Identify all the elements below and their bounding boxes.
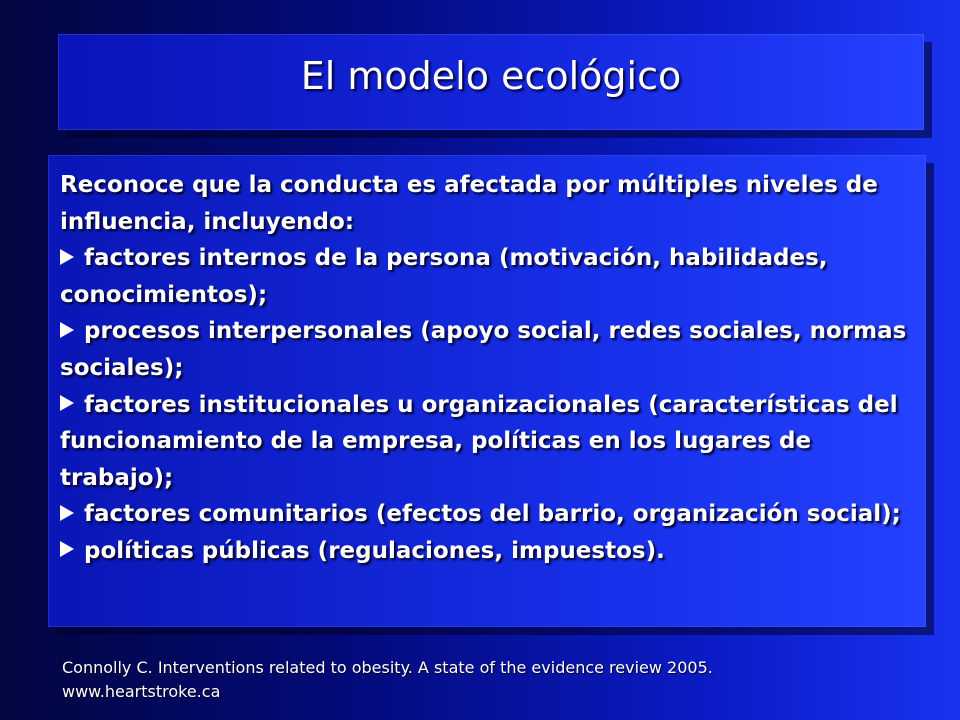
slide-title: El modelo ecológico: [300, 54, 682, 98]
title-panel: [58, 34, 924, 130]
bullet-item: [60, 313, 920, 386]
bullet-text: factores internos de la persona (motivación, habilidades, conocimientos);: [60, 245, 828, 308]
arrowhead-right-icon: [60, 505, 74, 521]
arrowhead-right-icon: [60, 541, 74, 557]
arrowhead-right-icon: [60, 322, 74, 338]
citation: [62, 656, 942, 704]
arrowhead-right-icon: [60, 395, 74, 411]
bullet-item: [60, 387, 920, 497]
bullet-item: [60, 496, 920, 533]
content-panel: [48, 155, 926, 627]
bullet-text: procesos interpersonales (apoyo social, redes sociales, normas sociales);: [60, 318, 907, 381]
bullet-text: políticas públicas (regulaciones, impuestos).: [84, 537, 665, 564]
intro-text: Reconoce que la conducta es afectada por múltiples niveles de influencia, incluyendo:: [60, 172, 878, 235]
bullet-item: [60, 533, 920, 570]
citation-reference: Connolly C. Interventions related to obesity. A state of the evidence review 2005.: [62, 658, 713, 677]
bullet-text: factores institucionales u organizacionales (características del funcionamiento de la empresa, políticas en los lugares de trabajo);: [60, 391, 898, 491]
citation-link[interactable]: www.heartstroke.ca: [62, 682, 221, 701]
arrowhead-right-icon: [60, 249, 74, 265]
bullet-item: [60, 240, 920, 313]
bullet-text: factores comunitarios (efectos del barrio, organización social);: [84, 501, 901, 528]
slide-content: [60, 167, 920, 570]
